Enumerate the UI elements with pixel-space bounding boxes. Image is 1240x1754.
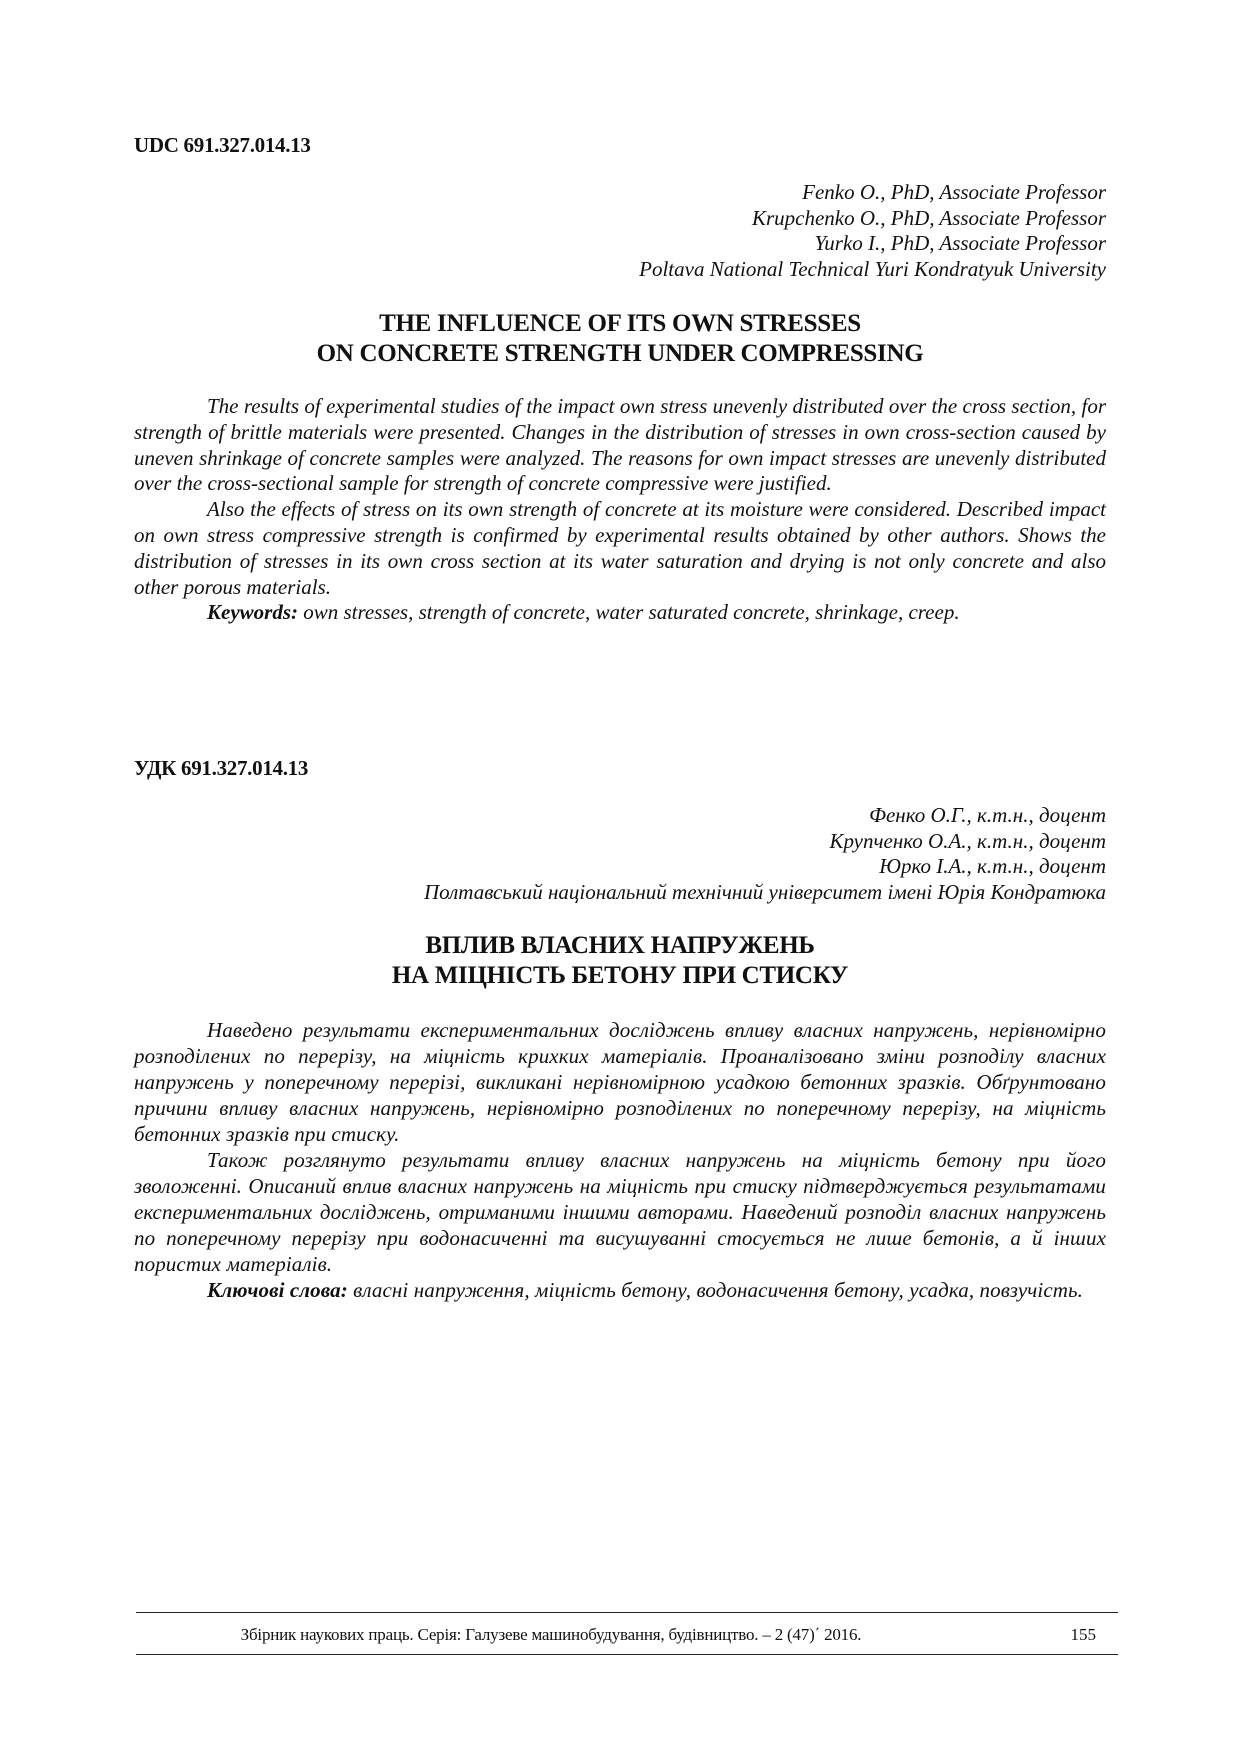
author-list-ua (206, 803, 1106, 905)
udc-code-en: UDC 691.327.014.13 (134, 133, 311, 157)
keywords-text: власні напруження, міцність бетону, водонасичення бетону, усадка, повзучість. (347, 1278, 1084, 1302)
author-line: Юрко І.А., к.т.н., доцент (879, 854, 1106, 879)
abstract-en (134, 394, 1106, 626)
affiliation: Poltava National Technical Yuri Kondratyuk University (639, 256, 1106, 281)
keywords-text: own stresses, strength of concrete, water saturated concrete, shrinkage, creep. (298, 600, 960, 625)
author-line: Крупченко О.А., к.т.н., доцент (829, 828, 1106, 853)
author-line: Фенко О.Г., к.т.н., доцент (869, 803, 1106, 827)
keywords-label: Ключові слова: (207, 1278, 348, 1302)
abstract-paragraph: The results of experimental studies of the impact own stress unevenly distributed over the cross section, for strength of brittle materials were presented. Changes in the distribution of stresses in own cross-section caused by uneven shrinkage of concrete samples were analyzed. The reasons for own impact stresses are unevenly distributed over the cross-sectional sample for strength of concrete compressive were justified. (134, 394, 1106, 496)
title-line: ON CONCRETE STRENGTH UNDER COMPRESSING (316, 340, 924, 367)
abstract-paragraph: Також розглянуто результати впливу власних напружень на міцність бетону при його зволоженні. Описаний вплив власних напружень на міцність при стиску підтверджується результатами експериментальних досліджень, отриманими іншими авторами. Наведений розподіл власних напружень по поперечному перерізу при водонасиченні та висушуванні стосується не лише бетонів, а й інших пористих матеріалів. (134, 1148, 1106, 1276)
author-line: Fenko O., PhD, Associate Professor (802, 180, 1106, 204)
footer-bottom-rule (136, 1654, 1118, 1655)
author-line: Yurko I., PhD, Associate Professor (814, 231, 1106, 256)
paper-title-en (134, 309, 1106, 369)
author-line: Krupchenko O., PhD, Associate Professor (751, 205, 1106, 230)
title-line: THE INFLUENCE OF ITS OWN STRESSES (379, 310, 861, 337)
page-number: 155 (1070, 1625, 1096, 1644)
footer-top-rule (136, 1612, 1118, 1613)
keywords-en (134, 600, 1106, 626)
paper-title-ua (134, 931, 1106, 991)
journal-citation: Збірник наукових праць. Серія: Галузеве машинобудування, будівництво. – 2 (47)΄ 2016. (240, 1625, 862, 1644)
affiliation: Полтавський національний технічний університет імені Юрія Кондратюка (423, 879, 1106, 904)
abstract-paragraph: Наведено результати експериментальних досліджень впливу власних напружень, нерівномірно розподілених по перерізу, на міцність крихких матеріалів. Проаналізовано зміни розподілу власних напружень у поперечному перерізі, викликані нерівномірною усадкою бетонних зразків. Обґрунтовано причини впливу власних напружень, нерівномірно розподілених по поперечному перерізу, на міцність бетонних зразків при стиску. (134, 1018, 1106, 1146)
title-line: НА МІЦНІСТЬ БЕТОНУ ПРИ СТИСКУ (391, 962, 849, 989)
abstract-paragraph: Also the effects of stress on its own strength of concrete at its moisture were considered. Described impact on own stress compressive strength is confirmed by experimental results obtained by other authors. Shows the distribution of stresses in its own cross section at its water saturation and drying is not only concrete and also other porous materials. (134, 497, 1106, 599)
udc-code-ua: УДК 691.327.014.13 (134, 756, 309, 780)
title-line: ВПЛИВ ВЛАСНИХ НАПРУЖЕНЬ (425, 932, 815, 959)
abstract-ua (134, 1017, 1106, 1303)
keywords-label: Keywords: (207, 600, 298, 625)
keywords-ua (134, 1277, 1106, 1303)
author-list-en (206, 180, 1106, 282)
